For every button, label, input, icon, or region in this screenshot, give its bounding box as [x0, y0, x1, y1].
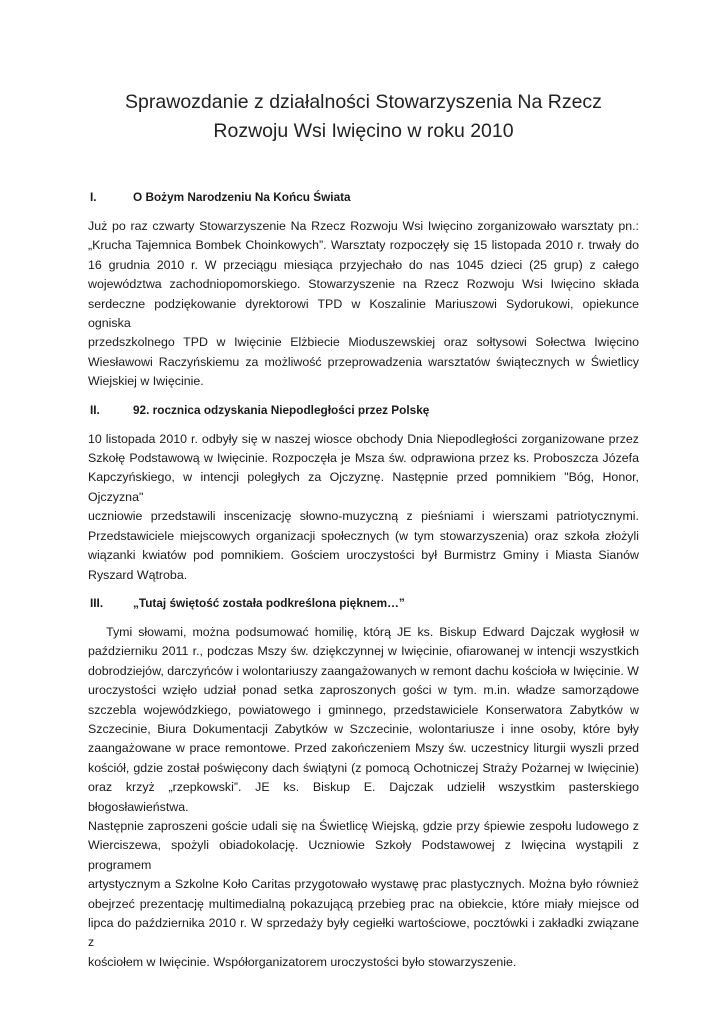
paragraph-line: „Krucha Tajemnica Bombek Choinkowych”. Warsztaty rozpoczęły się 15 listopada 2010 r. trwały do [88, 238, 639, 253]
paragraph-line: Wierciszewa, spożyli obiadokolację. Uczniowie Szkoły Podstawowej z Iwięcina wystąpili z programem [88, 838, 639, 872]
paragraph-line: Już po raz czwarty Stowarzyszenie Na Rzecz Rozwoju Wsi Iwięcino zorganizowało warsztaty pn.: [88, 219, 639, 233]
paragraph-line: oraz krzyż „rzepkowski”. JE ks. Biskup E. Dajczak udzielił wszystkim pasterskiego błogosławieństwa. [88, 780, 639, 814]
paragraph-line: lipca do października 2010 r. W sprzedaży były cegiełki wartościowe, pocztówki i zakładki związane z [88, 916, 639, 950]
paragraph-line: obejrzeć prezentację multimedialną pokazującą przebieg prac na obiekcie, które miały miejsce od [88, 896, 639, 911]
paragraph-line: przedszkolnego TPD w Iwięcinie Elżbiecie Mioduszewskiej oraz sołtysowi Sołectwa Iwięcino [88, 335, 639, 350]
section-number: III. [90, 595, 104, 610]
paragraph-line: wiązanki kwiatów pod pomnikiem. Gościem uroczystości był Burmistrz Gminy i Miasta Sianów [88, 548, 639, 563]
paragraph-line: zaangażowane w prace remontowe. Przed zakończeniem Mszy św. uczestnicy liturgii wyszli przed [88, 741, 639, 756]
paragraph-line: październiku 2011 r., podczas Mszy św. dziękczynnej w Iwięcinie, ofiarowanej w intencji wszystkich [88, 644, 639, 659]
paragraph-line: Szkołę Podstawową w Iwięcinie. Rozpoczęła je Msza św. odprawiona przez ks. Proboszcza Józefa [88, 451, 639, 466]
paragraph-line: Następnie zaproszeni goście udali się na Świetlicę Wiejską, gdzie przy śpiewie zespołu ludowego z [88, 818, 639, 833]
title-line-2: Rozwoju Wsi Iwięcino w roku 2010 [213, 120, 514, 142]
section-paragraph [88, 430, 639, 585]
paragraph-line: Tymi słowami, można podsumować homilię, którą JE ks. Biskup Edward Dajczak wygłosił w [88, 624, 639, 639]
paragraph-line: dobrodziejów, darczyńców i wolontariuszy zaangażowanych w remont dachu kościoła w Iwięcinie. W [88, 663, 639, 678]
paragraph-line: 16 grudnia 2010 r. W przeciągu miesiąca przyjechało do nas 1045 dzieci (25 grup) z całego [88, 257, 639, 272]
paragraph-line: województwa zachodniopomorskiego. Stowarzyszenie na Rzecz Rozwoju Wsi Iwięcino składa [88, 277, 639, 292]
paragraph-line: Kapczyńskiego, w intencji poległych za Ojczyznę. Następnie przed pomnikiem "Bóg, Honor, Ojczyzna" [88, 470, 639, 504]
paragraph-line: szczebla wojewódzkiego, powiatowego i gminnego, przedstawiciele Konserwatora Zabytków w [88, 702, 639, 717]
section-heading [88, 190, 639, 204]
section-title: O Bożym Narodzeniu Na Końcu Świata [133, 190, 351, 204]
paragraph-line: uczniowie przedstawili inscenizację słowno-muzyczną z pieśniami i wierszami patriotycznymi. [88, 509, 639, 524]
paragraph-line: Wiejskiej w Iwięcinie. [88, 374, 204, 389]
section-number: I. [90, 190, 97, 204]
document-title [88, 0, 639, 146]
section-paragraph [88, 217, 639, 392]
section-heading [88, 403, 639, 417]
paragraph-line: artystycznym a Szkolne Koło Caritas przygotowało wystawę prac plastycznych. Można było również [88, 877, 639, 892]
section-title: „Tutaj świętość została podkreślona pięknem…” [133, 595, 405, 610]
title-line-1: Sprawozdanie z działalności Stowarzyszenia Na Rzecz [125, 91, 602, 113]
paragraph-line: kościołem w Iwięcinie. Współorganizatorem uroczystości było stowarzyszenie. [88, 954, 517, 969]
section-title: 92. rocznica odzyskania Niepodległości przez Polskę [133, 402, 430, 417]
section-number: II. [90, 402, 100, 417]
paragraph-line: Przedstawiciele miejscowych organizacji społecznych (w tym stowarzyszenia) oraz szkoła złożyli [88, 528, 639, 543]
paragraph-line: 10 listopada 2010 r. odbyły się w naszej wiosce obchody Dnia Niepodległości zorganizowane przez [88, 431, 639, 446]
paragraph-line: Ryszard Wątroba. [88, 567, 188, 582]
paragraph-line: serdeczne podziękowanie dyrektorowi TPD w Koszalinie Mariuszowi Sydorukowi, opiekunce ogniska [88, 296, 639, 331]
paragraph-line: Wiesławowi Raczyńskiemu za możliwość przeprowadzenia warsztatów świątecznych w Świetlicy [88, 354, 639, 369]
paragraph-line: kościół, gdzie został poświęcony dach świątyni (z pomocą Ochotniczej Straży Pożarnej w Iwięcinie) [88, 760, 639, 775]
section-paragraph [88, 623, 639, 972]
paragraph-line: Szczecinie, Biura Dokumentacji Zabytków w Szczecinie, wolontariusze i inne osoby, które były [88, 721, 639, 736]
section-heading [88, 596, 639, 610]
paragraph-line: uroczystości wzięło udział ponad setka zaproszonych gości w tym. m.in. władze samorządowe [88, 683, 639, 698]
